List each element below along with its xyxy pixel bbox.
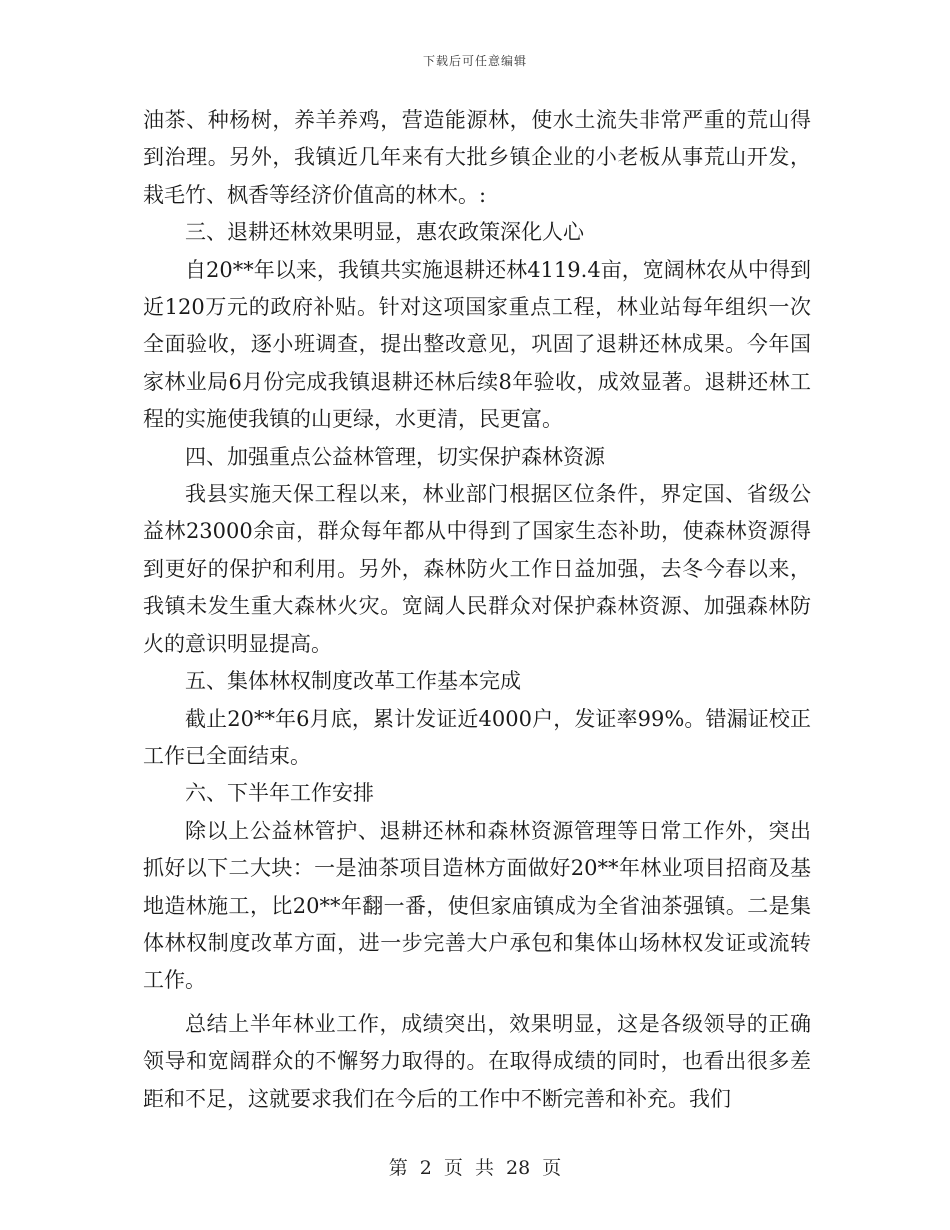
section-heading-6: 六、下半年工作安排 [185, 781, 374, 806]
section-heading-5: 五、集体林权制度改革工作基本完成 [185, 669, 521, 694]
page-number: 第 2 页 共 28 页 [388, 1157, 562, 1179]
paragraph-grain-for-green: 自20**年以来，我镇共实施退耕还林4119.4亩，宽阔林农从中得到近120万元的政府补贴。针对这项国家重点工程，林业站每年组织一次全面验收，逐小班调查，提出整改意见，巩固了退耕还林成果。今年国家林业局6月份完成我镇退耕还林后续8年验收，成效显著。退耕还林工程的实施使我镇的山更绿，水更清，民更富。 [143, 257, 811, 432]
paragraph-second-half-plan: 除以上公益林管护、退耕还林和森林资源管理等日常工作外，突出抓好以下二大块：一是油茶项目造林方面做好20**年林业项目招商及基地造林施工，比20**年翻一番，使但家庙镇成为全省油茶强镇。二是集体林权制度改革方面，进一步完善大户承包和集体山场林权发证或流转工作。 [143, 818, 811, 993]
document-body [143, 102, 811, 1118]
paragraph-public-forest: 我县实施天保工程以来，林业部门根据区位条件，界定国、省级公益林23000余亩，群众每年都从中得到了国家生态补助，使森林资源得到更好的保护和利用。另外，森林防火工作日益加强，去冬今春以来，我镇未发生重大森林火灾。宽阔人民群众对保护森林资源、加强森林防火的意识明显提高。 [143, 482, 811, 656]
page-header: 下载后可任意编辑 [422, 54, 527, 68]
paragraph-summary: 总结上半年林业工作，成绩突出，效果明显，这是各级领导的正确领导和宽阔群众的不懈努力取得的。在取得成绩的同时，也看出很多差距和不足，这就要求我们在今后的工作中不断完善和补充。我们 [143, 1011, 811, 1111]
paragraph-continued: 油茶、种杨树，养羊养鸡，营造能源林，使水土流失非常严重的荒山得到治理。另外，我镇近几年来有大批乡镇企业的小老板从事荒山开发，栽毛竹、枫香等经济价值高的林木。: [143, 108, 811, 207]
paragraph-forest-rights: 截止20**年6月底，累计发证近4000户，发证率99%。错漏证校正工作已全面结束。 [143, 706, 811, 768]
section-heading-3: 三、退耕还林效果明显，惠农政策深化人心 [185, 220, 584, 245]
section-heading-4: 四、加强重点公益林管理，切实保护森林资源 [185, 444, 605, 469]
